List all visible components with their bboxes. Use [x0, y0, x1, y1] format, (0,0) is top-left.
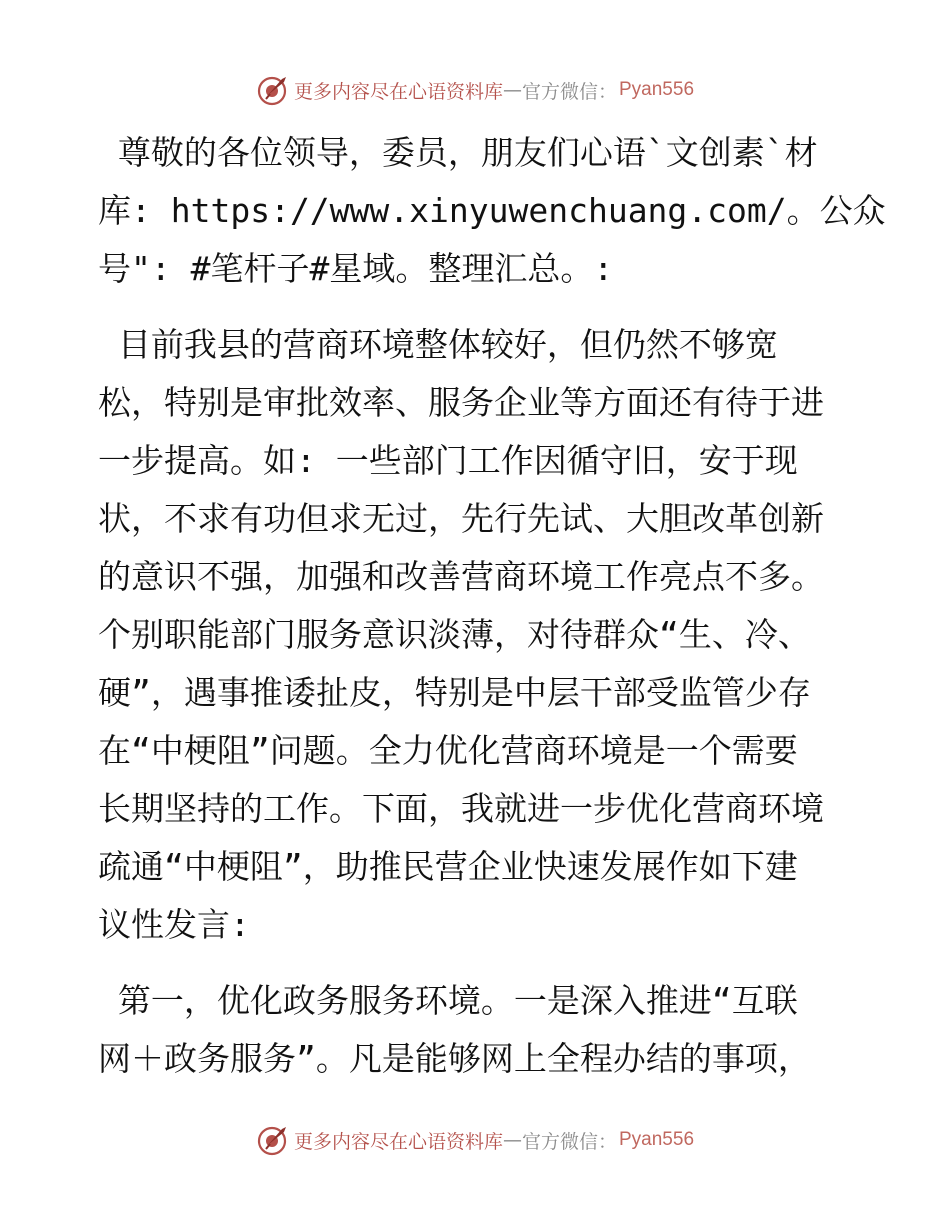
paragraph-greeting [98, 124, 886, 298]
text-line: 状，不求有功但求无过，先行先试、大胆改革创新 [98, 499, 824, 538]
text-line: 硬”，遇事推诿扯皮，特别是中层干部受监管少存 [98, 673, 811, 712]
text-line: 长期坚持的工作。下面，我就进一步优化营商环境 [98, 789, 824, 828]
text-line: 松，特别是审批效率、服务企业等方面还有待于进 [98, 383, 824, 422]
paragraph-first-point [98, 972, 858, 1088]
text-line: 网＋政务服务”。凡是能够网上全程办结的事项， [98, 1039, 811, 1078]
paragraph-situation [98, 316, 858, 954]
quill-logo-icon [256, 73, 290, 107]
text-line: 目前我县的营商环境整体较好，但仍然不够宽 [98, 325, 778, 364]
banner-main-text: 更多内容尽在心语资料库 [293, 80, 503, 103]
text-line: 第一，优化政务服务环境。一是深入推进“互联 [98, 981, 798, 1020]
text-line: 号": #笔杆子#星域。整理汇总。: [98, 249, 614, 288]
text-line: 库: https://www.xinyuwenchuang.com/。公众 [98, 191, 886, 230]
text-line: 议性发言: [98, 905, 250, 944]
banner-dash: — [502, 79, 522, 101]
text-line: 疏通“中梗阻”，助推民营企业快速发展作如下建 [98, 847, 798, 886]
banner-wechat-label: 官方微信： [521, 80, 617, 103]
footer-watermark-banner [0, 1120, 950, 1160]
text-line: 一步提高。如: 一些部门工作因循守旧，安于现 [98, 441, 798, 480]
banner-dash: — [502, 1129, 522, 1151]
text-line: 尊敬的各位领导，委员，朋友们心语`文创素`材 [98, 133, 818, 172]
banner-wechat-id: Pyan556 [619, 1129, 695, 1150]
banner-wechat-id: Pyan556 [619, 79, 695, 100]
header-watermark-banner [0, 70, 950, 110]
quill-logo-icon [256, 1123, 290, 1157]
banner-main-text: 更多内容尽在心语资料库 [293, 1130, 503, 1153]
document-body [98, 124, 886, 1106]
banner-wechat-label: 官方微信： [521, 1130, 617, 1153]
text-line: 个别职能部门服务意识淡薄，对待群众“生、冷、 [98, 615, 811, 654]
text-line: 在“中梗阻”问题。全力优化营商环境是一个需要 [98, 731, 798, 770]
text-line: 的意识不强，加强和改善营商环境工作亮点不多。 [98, 557, 824, 596]
